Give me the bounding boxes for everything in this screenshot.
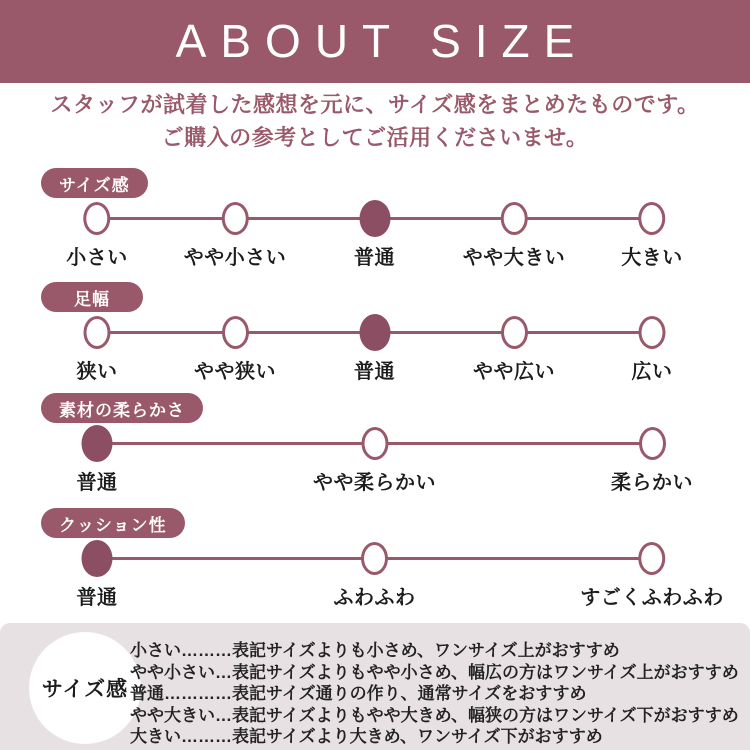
scale-point — [77, 427, 118, 495]
scale-badge-cushioning: クッション性 — [41, 508, 185, 538]
scale-point-label: 普通 — [76, 472, 118, 494]
scale-point — [473, 316, 555, 384]
scale-point-label: やや柔らかい — [313, 472, 436, 494]
scale-row-foot-width — [0, 282, 750, 396]
legend-line: 小さい………表記サイズよりも小さめ、ワンサイズ上がおすすめ — [130, 641, 620, 660]
scale-badge-foot-width: 足幅 — [41, 282, 143, 312]
rating-dot — [639, 202, 666, 235]
scale-row-size-feel — [0, 168, 750, 282]
scale-point-label: やや狭い — [194, 361, 276, 383]
legend-line: 大きい………表記サイズより大きめ、ワンサイズ下がおすすめ — [130, 727, 603, 746]
scale-point-label: すごくふわふわ — [580, 587, 724, 609]
rating-dot — [639, 316, 666, 349]
scale-point-label: やや小さい — [183, 247, 287, 269]
scale-point-label: 普通 — [354, 247, 395, 269]
scale-point-label: やや広い — [473, 361, 555, 383]
intro-line-1: スタッフが試着した感想を元に、サイズ感をまとめたものです。 — [50, 92, 700, 117]
scale-point — [66, 202, 128, 270]
rating-dot — [501, 316, 528, 349]
scale-point — [463, 202, 566, 270]
legend-panel — [0, 623, 750, 750]
rating-dot — [84, 316, 111, 349]
rating-dot — [361, 542, 388, 575]
rating-dot — [84, 202, 111, 235]
scale-point — [334, 542, 416, 610]
scale-point — [621, 202, 683, 270]
rating-dot — [639, 542, 666, 575]
scale-point-label: 大きい — [621, 247, 683, 269]
scale-badge-size-feel: サイズ感 — [41, 168, 148, 198]
scale-point — [184, 202, 287, 270]
scale-point — [632, 316, 673, 384]
rating-dot — [361, 427, 388, 460]
legend-circle — [29, 632, 141, 744]
legend-lines — [130, 640, 745, 748]
header-bar — [0, 0, 750, 83]
rating-dot — [501, 202, 528, 235]
scale-row-material-softness — [0, 393, 750, 507]
page-title: ABOUT SIZE — [175, 15, 589, 67]
intro-text — [0, 88, 750, 154]
scale-point — [354, 202, 395, 270]
rating-dot-filled — [82, 425, 113, 462]
intro-line-2: ご購入の参考としてご活用くださいませ。 — [161, 125, 589, 150]
scale-point — [194, 316, 276, 384]
legend-line: 普通…………表記サイズ通りの作り、通常サイズをおすすめ — [130, 684, 587, 703]
scale-point-label: 小さい — [66, 247, 128, 269]
scale-point-label: ふわふわ — [333, 587, 416, 609]
scale-point — [77, 316, 118, 384]
rating-dot-filled — [359, 314, 390, 351]
legend-line: やや大きい…表記サイズよりもやや大きめ、幅狭の方はワンサイズ下がおすすめ — [130, 705, 739, 725]
scale-point — [580, 542, 724, 610]
scale-point-label: やや大きい — [462, 247, 566, 269]
scale-point — [77, 542, 118, 610]
legend-title: サイズ感 — [41, 678, 129, 701]
rating-dot — [222, 316, 249, 349]
scale-row-cushioning — [0, 508, 750, 622]
scale-point-label: 普通 — [76, 587, 118, 609]
scale-point — [313, 427, 436, 495]
rating-dot — [222, 202, 249, 235]
rating-dot-filled — [359, 200, 390, 237]
scale-point-label: 広い — [631, 361, 673, 383]
rating-dot — [639, 427, 666, 460]
scale-badge-material-softness: 素材の柔らかさ — [41, 393, 203, 423]
scale-point — [354, 316, 395, 384]
scale-point — [611, 427, 693, 495]
scale-point-label: 普通 — [354, 361, 395, 383]
rating-dot-filled — [82, 540, 113, 577]
legend-line: やや小さい…表記サイズよりもやや小さめ、幅広の方はワンサイズ上がおすすめ — [130, 662, 739, 682]
scale-point-label: 柔らかい — [611, 472, 693, 494]
scale-point-label: 狭い — [76, 361, 118, 383]
